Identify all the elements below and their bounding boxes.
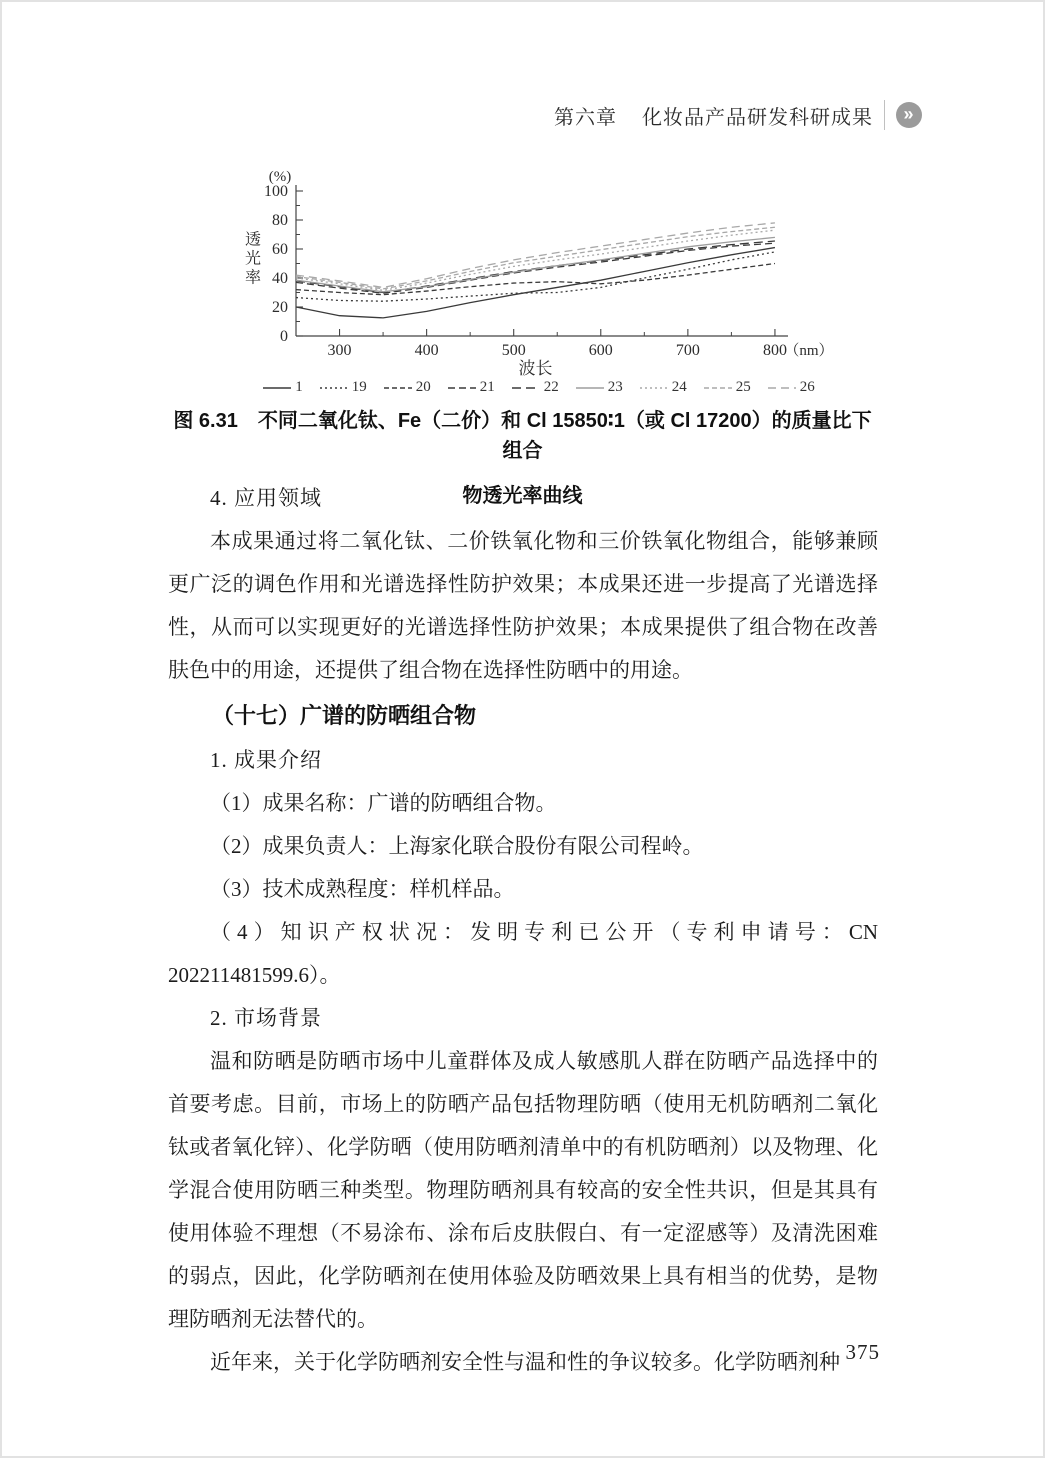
- section-heading-intro: 1. 成果介绍: [210, 748, 322, 772]
- list-item-maturity: （3）技术成熟程度：样机样品。: [210, 877, 515, 901]
- svg-text:800: 800: [762, 342, 787, 359]
- legend-item: [702, 379, 751, 396]
- legend-line-sample: [318, 382, 350, 394]
- svg-text:（nm）: （nm）: [784, 343, 834, 359]
- paragraph-recent: 近年来，关于化学防晒剂安全性与温和性的争议较多。化学防晒剂种: [210, 1350, 840, 1374]
- svg-text:(%): (%): [268, 169, 292, 185]
- legend-line-sample: [638, 382, 670, 394]
- list-item-result-name: （1）成果名称：广谱的防晒组合物。: [210, 791, 557, 815]
- legend-label: 23: [607, 379, 623, 395]
- list-item-result-owner: （2）成果负责人：上海家化联合股份有限公司程岭。: [210, 834, 704, 858]
- legend-label: 19: [351, 379, 367, 395]
- header-divider: [884, 100, 885, 130]
- legend-item: [446, 379, 495, 396]
- legend-line-sample: [702, 382, 734, 394]
- legend-line-sample: [574, 382, 606, 394]
- legend-label: 1: [295, 379, 303, 395]
- svg-text:光: 光: [244, 250, 262, 268]
- legend-label: 24: [671, 379, 687, 395]
- figure-caption-line2: 物透光率曲线: [462, 485, 583, 507]
- svg-text:600: 600: [588, 342, 613, 359]
- legend-item: [510, 379, 559, 396]
- legend-item: [318, 379, 367, 396]
- legend-item: [261, 379, 303, 396]
- svg-text:400: 400: [414, 342, 439, 359]
- svg-text:波长: 波长: [518, 359, 553, 378]
- section-heading-seventeen: （十七）广谱的防晒组合物: [212, 703, 477, 728]
- svg-text:100: 100: [264, 183, 288, 200]
- section-heading-market: 2. 市场背景: [210, 1006, 322, 1030]
- svg-text:60: 60: [272, 241, 288, 258]
- svg-text:0: 0: [280, 328, 288, 345]
- legend-label: 22: [543, 379, 559, 395]
- legend-line-sample: [382, 382, 414, 394]
- running-head: [554, 100, 922, 130]
- body-text: [168, 477, 878, 1384]
- figure-caption-line1: 图 6.31 不同二氧化钛、Fe（二价）和 Cl 15850∶1（或 Cl 17200）的质量比下组合: [173, 410, 872, 462]
- chapter-number: 第六章: [554, 106, 617, 129]
- svg-text:500: 500: [501, 342, 526, 359]
- list-item-ip-status: （4）知识产权状况：发明专利已公开（专利申请号：CN 202211481599.6）。: [168, 920, 878, 987]
- legend-item: [766, 379, 815, 396]
- svg-text:300: 300: [327, 342, 352, 359]
- legend-label: 25: [735, 379, 751, 395]
- page-number: 375: [845, 1340, 880, 1364]
- chart-legend: [238, 379, 838, 396]
- legend-label: 21: [479, 379, 495, 395]
- legend-line-sample: [446, 382, 478, 394]
- transmittance-chart: [238, 163, 838, 379]
- legend-line-sample: [261, 382, 293, 394]
- svg-text:40: 40: [272, 270, 288, 287]
- legend-label: 20: [415, 379, 431, 395]
- section-heading-application: 4. 应用领域: [210, 486, 322, 510]
- svg-text:700: 700: [675, 342, 700, 359]
- svg-text:率: 率: [244, 269, 262, 287]
- paragraph-market: 温和防晒是防晒市场中儿童群体及成人敏感肌人群在防晒产品选择中的首要考虑。目前，市场上的防晒产品包括物理防晒（使用无机防晒剂二氧化钛或者氧化锌）、化学防晒（使用防晒剂清单中的有机防晒剂）以及物理、化学混合使用防晒三种类型。物理防晒剂具有较高的安全性共识，但是其具有使用体验不理想（不易涂布、涂布后皮肤假白、有一定涩感等）及清洗困难的弱点，因此，化学防晒剂在使用体验及防晒效果上具有相当的优势，是物理防晒剂无法替代的。: [168, 1049, 878, 1331]
- svg-text:透: 透: [244, 231, 262, 249]
- svg-text:80: 80: [272, 212, 288, 229]
- double-chevron-icon: »: [896, 102, 922, 128]
- chapter-title: 化妆品产品研发科研成果: [642, 106, 873, 129]
- legend-item: [574, 379, 623, 396]
- legend-label: 26: [799, 379, 815, 395]
- legend-item: [382, 379, 431, 396]
- legend-item: [638, 379, 687, 396]
- paragraph-application: 本成果通过将二氧化钛、二价铁氧化物和三价铁氧化物组合，能够兼顾更广泛的调色作用和光谱选择性防护效果；本成果还进一步提高了光谱选择性，从而可以实现更好的光谱选择性防护效果；本成果提供了组合物在改善肤色中的用途，还提供了组合物在选择性防晒中的用途。: [168, 529, 878, 682]
- legend-line-sample: [766, 382, 798, 394]
- svg-text:20: 20: [272, 299, 288, 316]
- figure-6-31: [238, 163, 838, 396]
- legend-line-sample: [510, 382, 542, 394]
